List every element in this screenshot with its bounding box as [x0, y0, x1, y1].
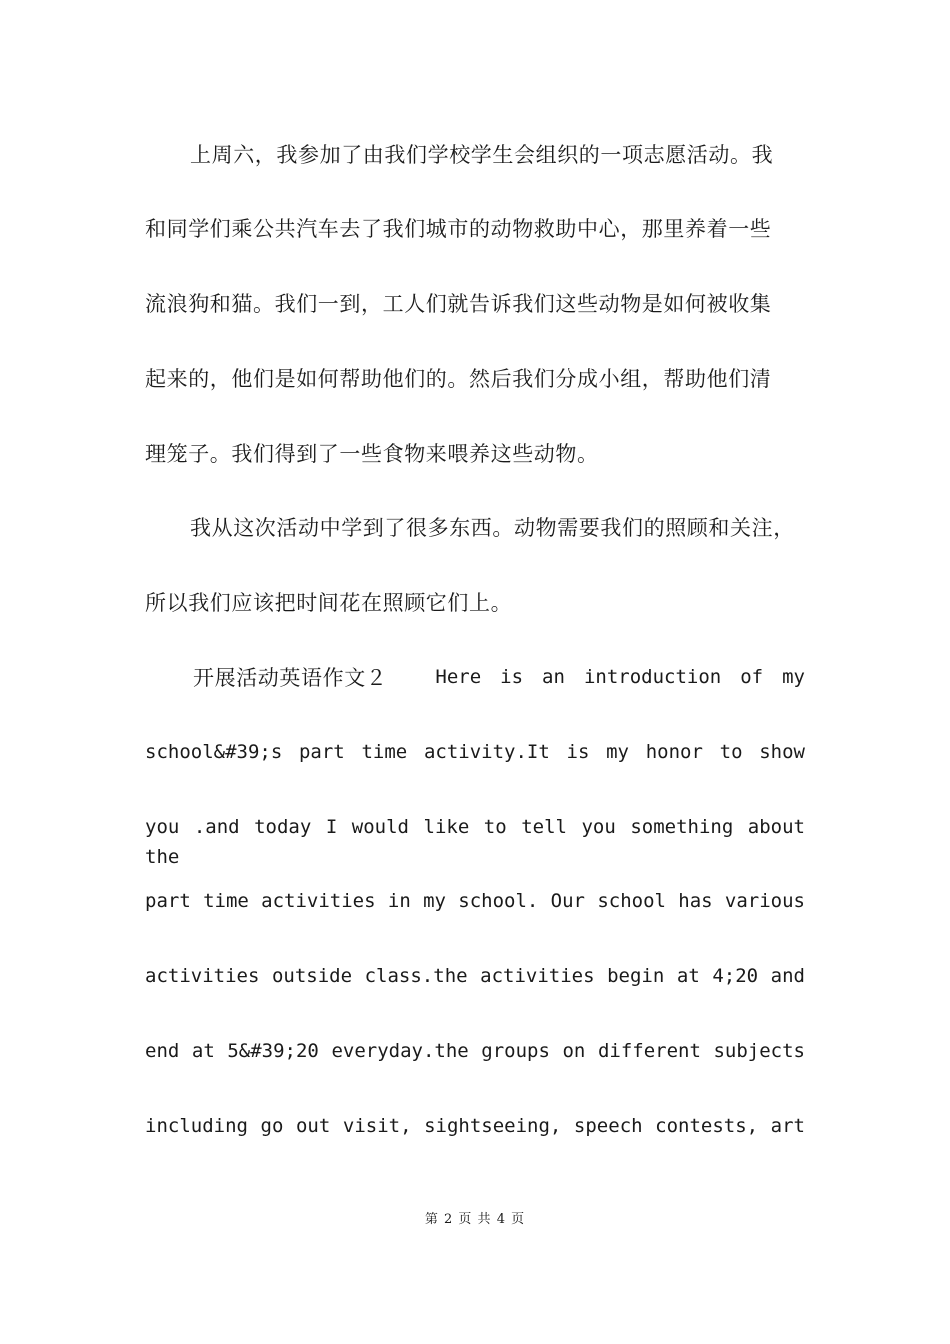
section-2-first-line: Here is an introduction of my [435, 666, 805, 688]
section-2-heading-line [193, 662, 805, 692]
paragraph-1-line-1: 上周六，我参加了由我们学校学生会组织的一项志愿活动。我 [190, 143, 774, 167]
section-2-line-2: school&#39;s part time activity.It is my honor to show [145, 741, 805, 763]
section-2-line-4: part time activities in my school. Our school has various [145, 890, 805, 912]
paragraph-2-line-2: 所以我们应该把时间花在照顾它们上。 [145, 591, 513, 615]
paragraph-1-line-4: 起来的，他们是如何帮助他们的。然后我们分成小组，帮助他们清 [145, 367, 772, 391]
section-2-line-6: end at 5&#39;20 everyday.the groups on different subjects [145, 1040, 805, 1062]
section-2-line-7: including go out visit, sightseeing, speech contests, art [145, 1115, 805, 1137]
paragraph-2-line-1: 我从这次活动中学到了很多东西。动物需要我们的照顾和关注， [190, 516, 795, 540]
section-2-line-3: you .and today I would like to tell you something about the [145, 816, 805, 868]
section-2-line-5: activities outside class.the activities begin at 4;20 and [145, 965, 805, 987]
paragraph-1-line-5: 理笼子。我们得到了一些食物来喂养这些动物。 [145, 442, 599, 466]
section-2-title: 开展活动英语作文２ [193, 666, 388, 690]
page-number-footer: 第 2 页 共 4 页 [424, 1212, 526, 1227]
paragraph-1-line-2: 和同学们乘公共汽车去了我们城市的动物救助中心，那里养着一些 [145, 217, 772, 241]
paragraph-1-line-3: 流浪狗和猫。我们一到，工人们就告诉我们这些动物是如何被收集 [145, 292, 772, 316]
